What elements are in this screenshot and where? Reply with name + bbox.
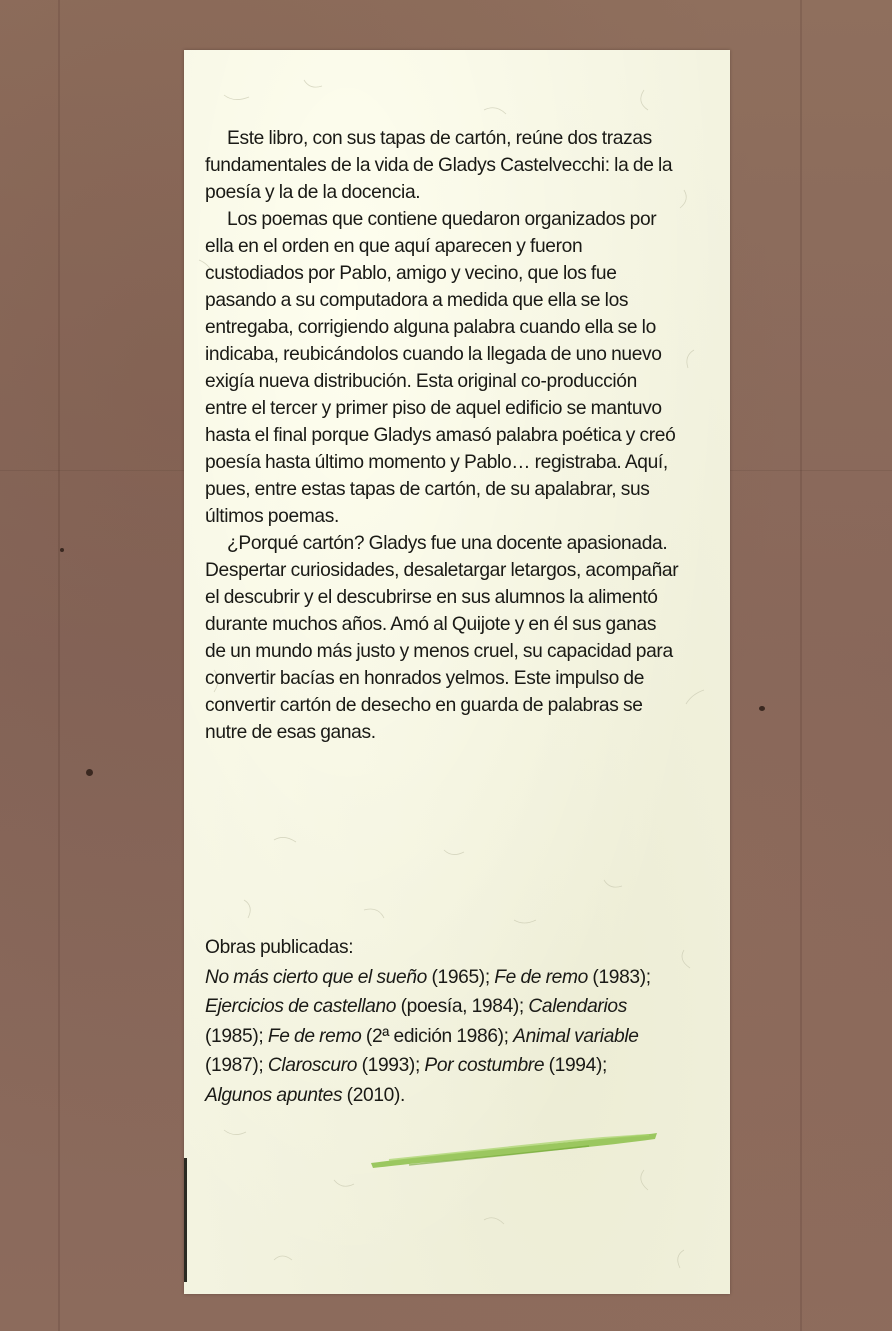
work-title: Fe de remo bbox=[494, 966, 588, 988]
work-detail: (2ª edición 1986); bbox=[361, 1025, 514, 1047]
cardboard-fold-left bbox=[58, 0, 60, 1331]
work-detail: (1994); bbox=[544, 1055, 607, 1076]
work-title: Algunos apuntes bbox=[205, 1084, 343, 1106]
published-works-list bbox=[205, 963, 655, 1111]
work-title: Animal variable bbox=[513, 1025, 639, 1047]
cardboard-speck bbox=[86, 769, 93, 776]
work-detail: (poesía, 1984); bbox=[396, 996, 529, 1017]
back-cover-paper bbox=[184, 50, 730, 1294]
work-detail: (1985); bbox=[205, 1025, 268, 1047]
published-works bbox=[205, 933, 655, 1110]
spine-edge bbox=[184, 1158, 187, 1282]
work-title: Claroscuro bbox=[267, 1055, 358, 1076]
work-detail: (1965); bbox=[426, 966, 495, 988]
paragraph-poems: Los poemas que contiene quedaron organizados por ella en el orden en que aquí aparecen y fueron custodiados por Pablo, amigo y vecino, que los fue pasando a su computadora a medida que ella se los entregaba, corrigiendo alguna palabra cuando ella se lo indicaba, reubicándolos cuando la llegada de uno nuevo exigía nueva distribución. Esta original co-producción entre el tercer y primer piso de aquel edificio se mantuvo hasta el final porque Gladys amasó palabra poética y creó poesía hasta último momento y Pablo… registraba. Aquí, pues, entre estas tapas de cartón, de su apalabrar, sus últimos poemas. bbox=[205, 209, 676, 527]
cardboard-speck bbox=[60, 548, 64, 552]
cardboard-fold-right bbox=[800, 0, 802, 1331]
cardboard-speck bbox=[759, 706, 765, 711]
work-detail: (1987); bbox=[205, 1055, 268, 1076]
paragraph-why-cardboard: ¿Porqué cartón? Gladys fue una docente apasionada. Despertar curiosidades, desaletargar letargos, acompañar el descubrir y el descubrirse en sus alumnos la alimentó durante muchos años. Amó al Quijote y en él sus ganas de un mundo más justo y menos cruel, su capacidad para convertir bacías en honrados yelmos. Este impulso de convertir cartón de desecho en guarda de palabras se nutre de esas ganas. bbox=[205, 533, 679, 743]
description-text bbox=[205, 125, 680, 746]
work-detail: (1993); bbox=[357, 1055, 425, 1076]
work-title: Fe de remo bbox=[267, 1025, 362, 1047]
published-works-heading: Obras publicadas: bbox=[205, 937, 354, 958]
work-title: Ejercicios de castellano bbox=[205, 996, 397, 1017]
paragraph-intro: Este libro, con sus tapas de cartón, reúne dos trazas fundamentales de la vida de Gladys Castelvecchi: la de la poesía y la de la docencia. bbox=[205, 128, 673, 203]
work-title: Por costumbre bbox=[424, 1055, 545, 1076]
work-detail: (1983); bbox=[587, 966, 651, 988]
work-title: No más cierto que el sueño bbox=[205, 966, 427, 988]
work-title: Calendarios bbox=[528, 996, 627, 1017]
work-detail: (2010). bbox=[342, 1084, 406, 1106]
green-brush-stroke bbox=[369, 1130, 659, 1170]
